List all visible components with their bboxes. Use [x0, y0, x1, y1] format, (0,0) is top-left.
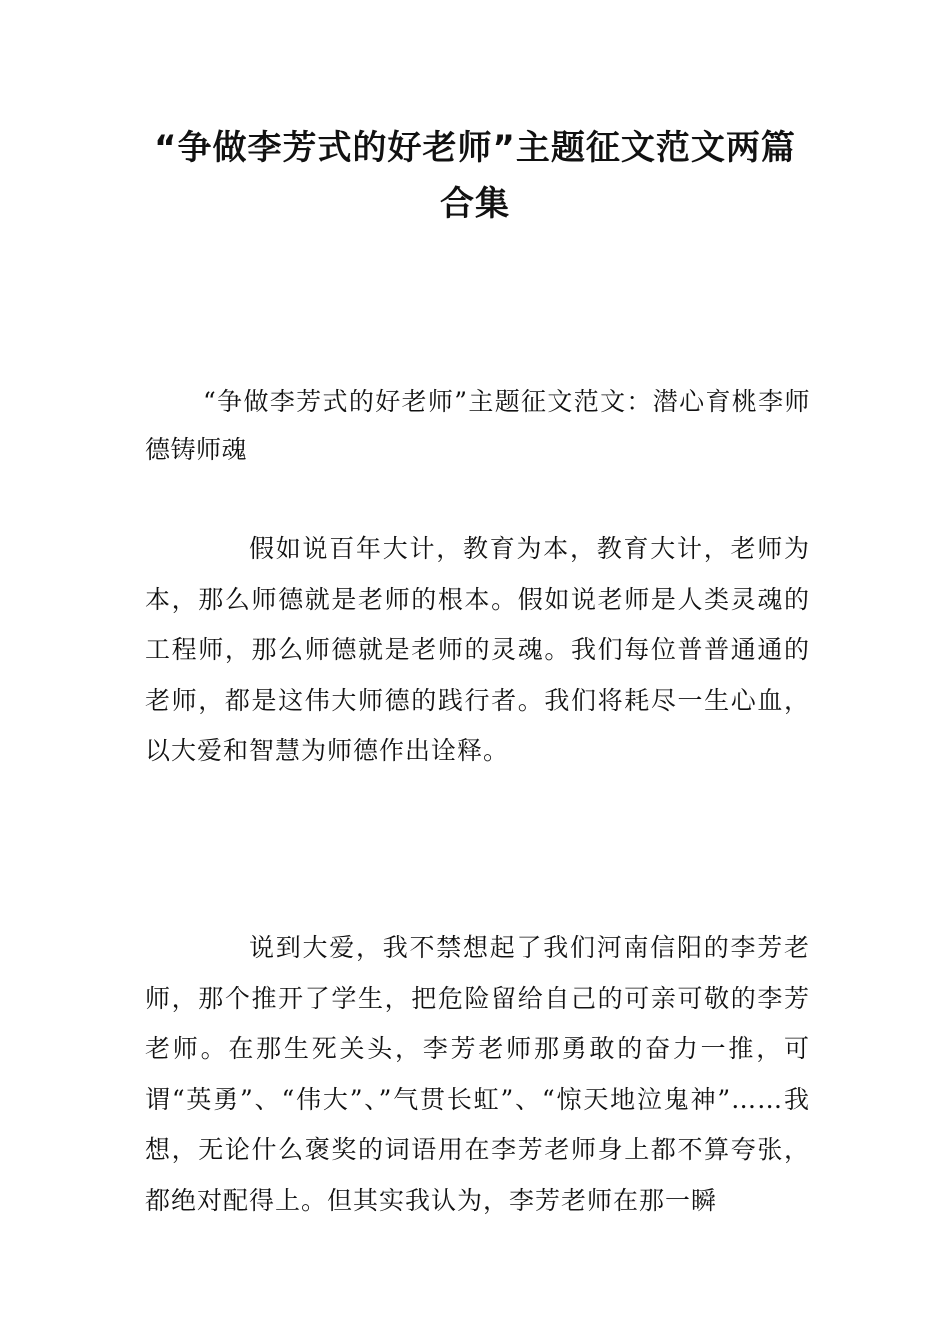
body-paragraph-1: 假如说百年大计，教育为本，教育大计，老师为本，那么师德就是老师的根本。假如说老师是人类灵魂的工程师，那么师德就是老师的灵魂。我们每位普普通通的老师，都是这伟大师德的践行者。我们将耗尽一生心血，以大爱和智慧为师德作出诠释。 [145, 534, 810, 765]
document-title: “争做李芳式的好老师”主题征文范文两篇合集 [154, 128, 796, 224]
essay-heading: “争做李芳式的好老师”主题征文范文：潜心育桃李师德铸师魂 [145, 387, 810, 464]
body-paragraph-2: 说到大爱，我不禁想起了我们河南信阳的李芳老师，那个推开了学生，把危险留给自己的可亲可敬的李芳老师。在那生死关头，李芳老师那勇敢的奋力一推，可谓“英勇”、“伟大”、”气贯长虹”、“惊天地泣鬼神”……我想，无论什么褒奖的词语用在李芳老师身上都不算夸张，都绝对配得上。但其实我认为，李芳老师在那一瞬 [145, 933, 810, 1215]
